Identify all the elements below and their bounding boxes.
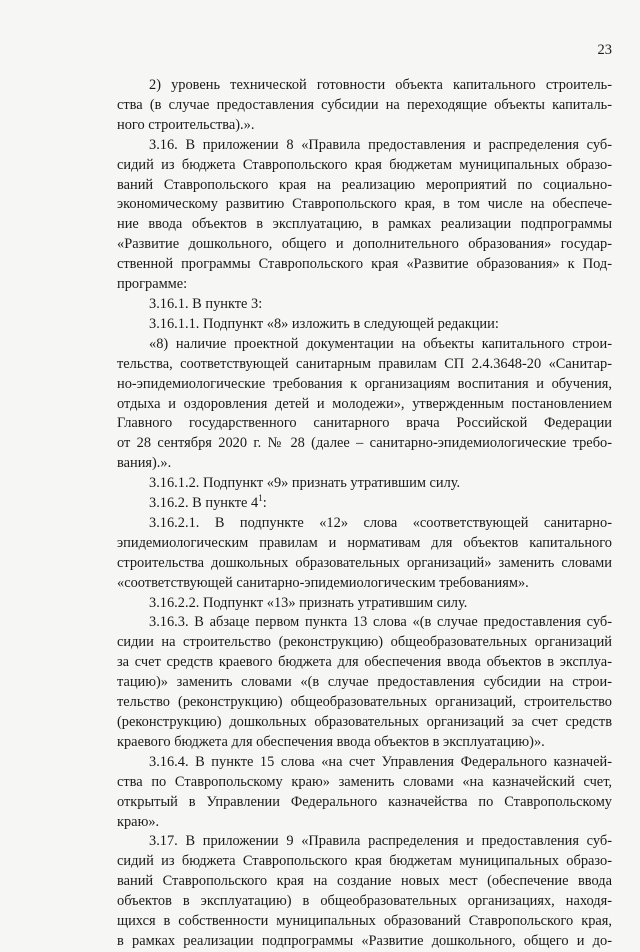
paragraph — [117, 514, 612, 594]
paragraph — [117, 76, 612, 136]
text-line: за счет средств краевого бюджета для обеспечения ввода объектов в эксплуа- — [117, 654, 612, 671]
text-line: ваний Ставропольского края на создание новых мест (обеспечение ввода — [117, 873, 612, 890]
text-line: сидий из бюджета Ставропольского края бюджетам муниципальных образо- — [117, 853, 612, 870]
text-line: тельства, соответствующей санитарным правилам СП 2.4.3648-20 «Санитар- — [117, 355, 612, 372]
text-line: краевого бюджета для обеспечения ввода объектов в эксплуатацию)». — [117, 733, 545, 750]
paragraph — [117, 494, 612, 514]
text-line: 2) уровень технической готовности объекта капитального строитель- — [149, 77, 612, 93]
text-line: отдыха и оздоровления детей и молодежи», утвержденным постановлением — [117, 395, 612, 412]
text-line: ства (в случае предоставления субсидии на переходящие объекты капиталь- — [117, 96, 612, 113]
paragraph — [117, 832, 612, 951]
page-number: 23 — [597, 42, 612, 58]
text-line: краю». — [117, 813, 160, 830]
text-line: объектов в эксплуатацию) в общеобразовательных организациях, находя- — [117, 893, 612, 910]
text-line: 3.16.2.2. Подпункт «13» признать утратившим силу. — [149, 594, 468, 611]
text-line: ного строительства).». — [117, 116, 255, 133]
text-line: 3.16.4. В пункте 15 слова «на счет Управления Федерального казначей- — [149, 753, 612, 770]
text-line: сидии на строительство (реконструкцию) общеобразовательных организаций — [117, 634, 612, 651]
line-suffix: : — [262, 495, 267, 512]
text-line: сидий из бюджета Ставропольского края бюджетам муниципальных образо- — [117, 156, 612, 173]
text-line: 3.16.3. В абзаце первом пункта 13 слова «(в случае предоставления суб- — [149, 614, 612, 631]
text-line: тацию)» заменить словами «(в случае предоставления субсидии на строи- — [117, 674, 612, 691]
text-line: «соответствующей санитарно-эпидемиологическим требованиям». — [117, 574, 529, 591]
text-line: программе: — [117, 276, 188, 293]
document-body — [117, 76, 612, 952]
text-line: Главного государственного санитарного врача Российской Федерации — [117, 415, 612, 432]
text-line: но-эпидемиологические требования к организациям воспитания и обучения, — [117, 375, 612, 392]
paragraph — [117, 136, 612, 295]
text-line: в рамках реализации подпрограммы «Развитие дошкольного, общего и до- — [117, 932, 612, 949]
paragraph — [117, 613, 612, 752]
text-line: вания).». — [117, 455, 172, 472]
text-line: ние ввода объектов в эксплуатацию, в рамках реализации подпрограммы — [117, 216, 612, 233]
text-line: строительства дошкольных образовательных организаций» заменить словами — [117, 554, 612, 571]
text-line: 3.16. В приложении 8 «Правила предоставления и распределения суб- — [149, 136, 612, 153]
text-line: 3.16.1. В пункте 3: — [149, 295, 263, 312]
text-line: 3.16.1.1. Подпункт «8» изложить в следующей редакции: — [149, 315, 499, 332]
text-line: (реконструкцию) дошкольных образовательных организаций за счет средств — [117, 714, 612, 730]
text-line: тельство (реконструкцию) общеобразовательных организаций, строительство — [117, 694, 612, 711]
text-line: щихся в собственности муниципальных образований Ставропольского края, — [117, 913, 612, 930]
text-line: 3.16.2. В пункте $4^1$: — [149, 493, 267, 512]
text-line: ственной программы Ставропольского края «Развитие образования» к Под- — [117, 256, 612, 273]
text-line: 3.16.1.2. Подпункт «9» признать утратившим силу. — [149, 475, 461, 492]
superscript: 1 — [258, 493, 263, 504]
paragraph — [117, 295, 612, 315]
paragraph — [117, 753, 612, 833]
text-line: 3.17. В приложении 9 «Правила распределения и предоставления суб- — [149, 833, 612, 850]
paragraph — [117, 315, 612, 335]
text-line: 3.16.2.1. В подпункте «12» слова «соответствующей санитарно- — [149, 514, 612, 531]
text-line: открытый в Управлении Федерального казначейства по Ставропольскому — [117, 793, 612, 810]
text-line: эпидемиологическим правилам и нормативам для объектов капитального — [117, 534, 612, 551]
text-line: ства по Ставропольскому краю» заменить словами «на казначейский счет, — [117, 773, 612, 790]
text-line: от 28 сентября 2020 г. № 28 (далее – санитарно-эпидемиологические требо- — [117, 435, 612, 452]
text-line: экономическому развитию Ставропольского края, в том числе на обеспече- — [117, 196, 612, 213]
text-line: ваний Ставропольского края на реализацию мероприятий по социально- — [117, 176, 612, 193]
text-line: «8) наличие проектной документации на объекты капитального строи- — [149, 335, 612, 352]
paragraph — [117, 474, 612, 494]
paragraph — [117, 594, 612, 614]
paragraph — [117, 335, 612, 474]
text-line: «Развитие дошкольного, общего и дополнительного образования» государ- — [117, 236, 612, 253]
